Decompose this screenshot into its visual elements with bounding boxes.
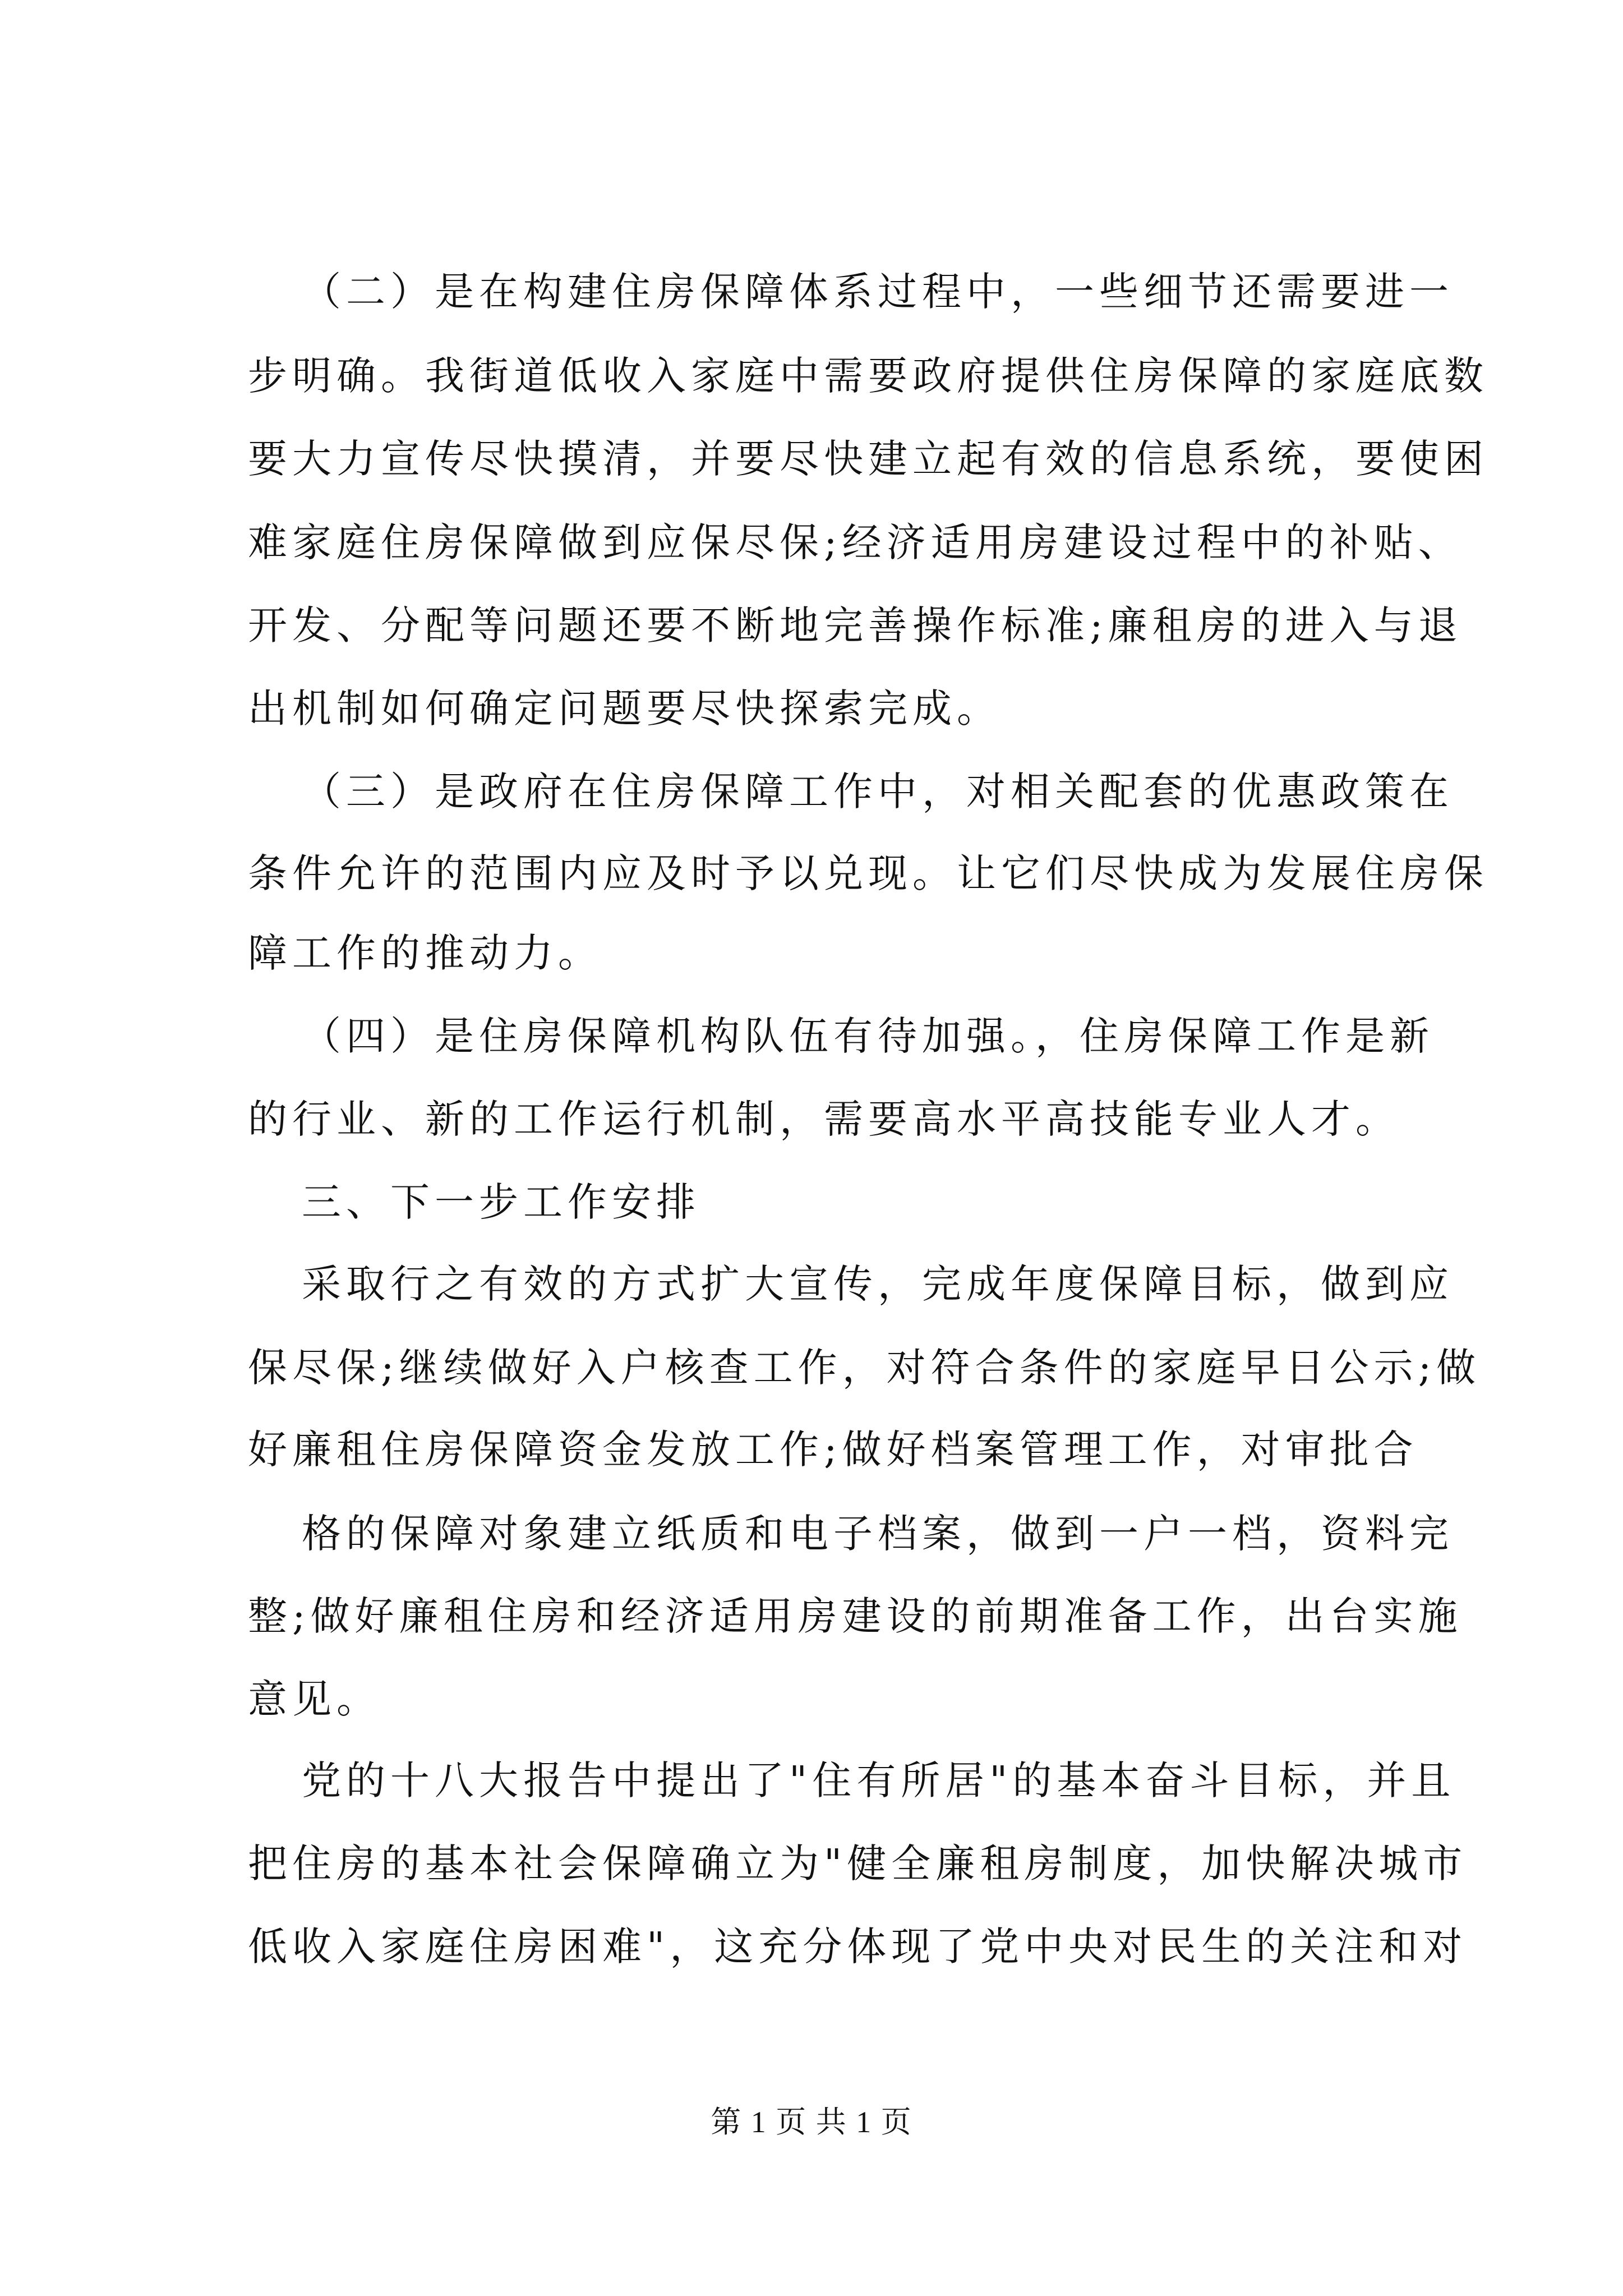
paragraph-line: 格的保障对象建立纸质和电子档案，做到一户一档，资料完 bbox=[302, 1511, 1454, 1557]
section-heading: 三、下一步工作安排 bbox=[302, 1179, 700, 1225]
paragraph-line: 障工作的推动力。 bbox=[248, 930, 602, 976]
paragraph-line: 难家庭住房保障做到应保尽保;经济适用房建设过程中的补贴、 bbox=[248, 519, 1463, 565]
paragraph-line: （四）是住房保障机构队伍有待加强。，住房保障工作是新 bbox=[302, 1013, 1434, 1059]
paragraph-line: 的行业、新的工作运行机制，需要高水平高技能专业人才。 bbox=[248, 1096, 1400, 1142]
paragraph-line: 出机制如何确定问题要尽快探索完成。 bbox=[248, 685, 1001, 731]
paragraph-line: 整;做好廉租住房和经济适用房建设的前期准备工作，出台实施 bbox=[248, 1593, 1463, 1639]
page-footer: 第 1 页 共 1 页 bbox=[711, 2105, 912, 2139]
paragraph-line: 步明确。我街道低收入家庭中需要政府提供住房保障的家庭底数 bbox=[248, 353, 1488, 399]
paragraph-line: 要大力宣传尽快摸清，并要尽快建立起有效的信息系统，要使困 bbox=[248, 436, 1488, 482]
paragraph-line: （三）是政府在住房保障工作中，对相关配套的优惠政策在 bbox=[302, 769, 1454, 815]
paragraph-line: 采取行之有效的方式扩大宣传，完成年度保障目标，做到应 bbox=[302, 1261, 1454, 1307]
paragraph-line: 党的十八大报告中提出了"住有所居"的基本奋斗目标，并且 bbox=[302, 1757, 1456, 1803]
paragraph-line: （二）是在构建住房保障体系过程中，一些细节还需要进一 bbox=[302, 269, 1454, 315]
paragraph-line: 条件允许的范围内应及时予以兑现。让它们尽快成为发展住房保 bbox=[248, 850, 1488, 896]
paragraph-line: 低收入家庭住房困难"，这充分体现了党中央对民生的关注和对 bbox=[248, 1924, 1468, 1970]
paragraph-line: 保尽保;继续做好入户核查工作，对符合条件的家庭早日公示;做 bbox=[248, 1345, 1481, 1391]
paragraph-line: 开发、分配等问题还要不断地完善操作标准;廉租房的进入与退 bbox=[248, 602, 1463, 648]
paragraph-line: 意见。 bbox=[248, 1676, 381, 1722]
paragraph-line: 把住房的基本社会保障确立为"健全廉租房制度，加快解决城市 bbox=[248, 1841, 1468, 1887]
paragraph-line: 好廉租住房保障资金发放工作;做好档案管理工作，对审批合 bbox=[248, 1427, 1418, 1473]
